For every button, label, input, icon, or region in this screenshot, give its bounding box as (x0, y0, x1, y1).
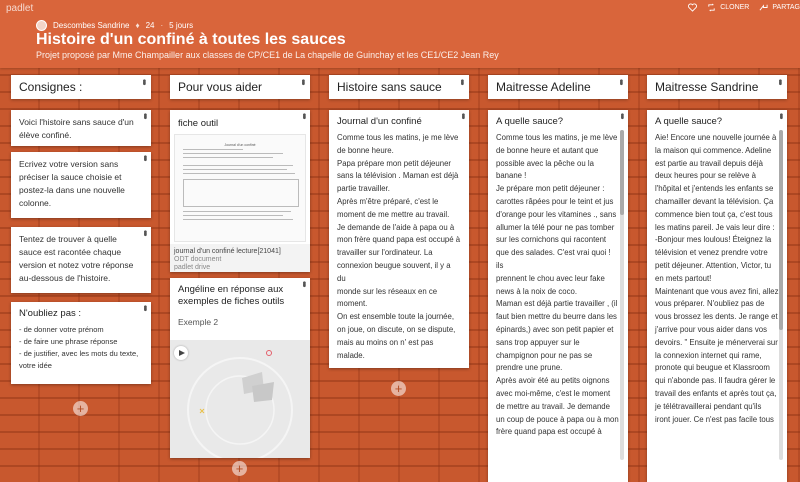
post-body: Ecrivez votre version sans préciser la sauce choisie et postez-la dans une nouvelle colonne. (19, 159, 125, 208)
column-header[interactable] (11, 75, 151, 99)
column-consignes (11, 75, 151, 99)
more-icon[interactable]: ••• (297, 79, 308, 84)
column-header[interactable] (329, 75, 469, 99)
share-icon (759, 3, 768, 12)
post-card[interactable] (11, 302, 151, 384)
more-icon[interactable]: ••• (138, 79, 149, 84)
post-card[interactable] (11, 110, 151, 146)
like-button[interactable] (688, 3, 697, 12)
clone-label: CLONER (720, 4, 750, 11)
scrollbar-thumb[interactable] (779, 130, 783, 330)
column-maitresse-sandrine (647, 75, 787, 99)
post-age: 5 jours (169, 21, 194, 30)
more-icon[interactable]: ••• (774, 79, 785, 84)
post-title: fiche outil (178, 118, 219, 129)
attachment-name: journal d'un confiné lecture[21041] (174, 248, 281, 255)
post-body: Comme tous les matins, je me lève de bonne heure. Papa prépare mon petit déjeuner sans la télévision . Maman est déjà partie travailler. Après m'être préparé, c'est le moment de me mettre au travail. Je demande de l'aide à papa ou à mon frère quand papa est occupé à travailler sur l'ordinateur. La connexion beugue souvent, il y a du monde sur les réseaux en ce moment. On est ensemble toute la journée, on joue, on discute, on se dispute, mais au moins on n' est pas malade. (337, 133, 461, 360)
padlet-logo[interactable]: padlet (6, 3, 34, 14)
post-body: - de donner votre prénom - de faire une phrase réponse - de justifier, avec les mots du texte, votre idée (19, 325, 139, 370)
column-title: Maitresse Adeline (496, 80, 591, 94)
post-card[interactable] (170, 278, 310, 458)
attachment-source: padlet drive (174, 264, 211, 271)
post-body: Voici l'histoire sans sauce d'un élève confiné. (19, 117, 134, 140)
post-card[interactable] (11, 152, 151, 218)
post-body: Comme tous les matins, je me lève de bonne heure et autant que possible avec la pêche ou la banane ! Je prépare mon petit déjeuner : carottes râpées pour le teint et jus d'orange pour les vitamines ., sans allumer la télé pour ne pas tomber sur les cornichons qui racontent que des salades. C'est vrai quoi ! ils prennent le chou avec leur fake news à la noix de coco. Maman est déjà partie travailler , (il faut bien mettre du beurre dans les épinards,) avec son petit papier et sans trop appuyer sur le champignon pour ne pas se prendre une prune. Après avoir été au petits oignons avec moi-même, c'est le moment de mettre au travail. Je demande un coup de pouce à papa ou à mon frère quand papa est occupé à (496, 133, 619, 437)
video-player[interactable] (170, 340, 310, 458)
post-title: Angéline en réponse aux exemples de fiches outils (178, 284, 285, 307)
attachment-type: ODT document (174, 256, 222, 263)
clone-button[interactable] (707, 3, 749, 12)
post-title: N'oubliez pas : (19, 308, 82, 319)
more-icon[interactable]: ••• (139, 305, 150, 310)
column-pour-vous-aider (170, 75, 310, 99)
board-header (0, 0, 800, 68)
more-icon[interactable]: ••• (456, 79, 467, 84)
post-card[interactable] (329, 110, 469, 368)
column-maitresse-adeline (488, 75, 628, 99)
author-avatar (36, 20, 47, 31)
column-title: Maitresse Sandrine (655, 80, 759, 94)
preview-title: Journal d'un confiné (224, 143, 256, 147)
author-name[interactable]: Descombes Sandrine (53, 21, 130, 30)
post-scrollbar[interactable] (620, 130, 624, 460)
more-icon[interactable]: ••• (139, 113, 150, 118)
column-histoire-sans-sauce (329, 75, 469, 99)
post-title: A quelle sauce? (655, 116, 723, 127)
more-icon[interactable]: ••• (615, 79, 626, 84)
board-title: Histoire d'un confiné à toutes les sauces (36, 31, 346, 48)
more-icon[interactable]: ••• (457, 113, 468, 118)
like-count: 24 (145, 21, 155, 30)
post-card[interactable] (170, 110, 310, 272)
more-icon[interactable]: ••• (139, 230, 150, 235)
column-title: Histoire sans sauce (337, 80, 442, 94)
column-header[interactable] (170, 75, 310, 99)
clone-icon (707, 3, 716, 12)
column-header[interactable] (488, 75, 628, 99)
add-post-button[interactable]: + (391, 381, 406, 396)
more-icon[interactable]: ••• (775, 113, 786, 118)
add-post-button[interactable]: + (232, 461, 247, 476)
post-card[interactable] (647, 110, 787, 482)
board-meta (36, 20, 193, 31)
post-title: Journal d'un confiné (337, 116, 422, 127)
heart-icon (688, 3, 697, 12)
share-button[interactable] (759, 3, 800, 12)
column-title: Consignes : (19, 80, 83, 94)
post-body: Tentez de trouver à quelle sauce est racontée chaque version et notez votre réponse au-dessous de l'histoire. (19, 234, 134, 283)
document-preview[interactable] (174, 134, 306, 242)
board-subtitle: Projet proposé par Mme Champailler aux classes de CP/CE1 de La chapelle de Guinchay et les CE1/CE2 Jean Rey (36, 50, 499, 60)
separator-icon: · (160, 21, 164, 30)
column-header[interactable] (647, 75, 787, 99)
more-icon[interactable]: ••• (139, 155, 150, 160)
scrollbar-thumb[interactable] (620, 130, 624, 215)
video-thumbnail (170, 340, 310, 458)
heart-count-icon: ♦ (135, 21, 140, 30)
post-body: Exemple 2 (178, 317, 219, 327)
share-label: PARTAG (772, 4, 800, 11)
more-icon[interactable]: ••• (298, 113, 309, 118)
more-icon[interactable]: ••• (616, 113, 627, 118)
add-post-button[interactable]: + (73, 401, 88, 416)
column-title: Pour vous aider (178, 80, 263, 94)
post-scrollbar[interactable] (779, 130, 783, 460)
top-actions (688, 3, 800, 12)
post-card[interactable] (11, 227, 151, 293)
post-body: Aie! Encore une nouvelle journée à la maison qui commence. Adeline est partie au travail depuis déjà deux heures pour se relève à l'hôpital et j'entends les enfants se chamailler devant la télévision. Ça commence bien tout ça, c'est tous les matins pareil. Je vais leur dire : -Bonjour mes loulous! Éteignez la télévision et venez prendre votre petit déjeuner. Attention, Victor, tu en mets partout! Maintenant que vous avez fini, allez vous préparer. N'oubliez pas de vous brossez les dents. Je range et j'arrive pour vous aider dans vos devoirs. " Ensuite je ménerverai sur la connexion internet qui rame, pronote qui beugue et Klassroom qui n'abonde pas. Il faudra gérer le travail des enfants et après tout ça, je télétravaillerai pendant qu'ils iront jouer. Ce n'est pas facile tous (655, 133, 779, 424)
post-title: A quelle sauce? (496, 116, 564, 127)
more-icon[interactable]: ••• (298, 281, 309, 286)
post-card[interactable] (488, 110, 628, 482)
attachment-info[interactable] (170, 244, 310, 272)
